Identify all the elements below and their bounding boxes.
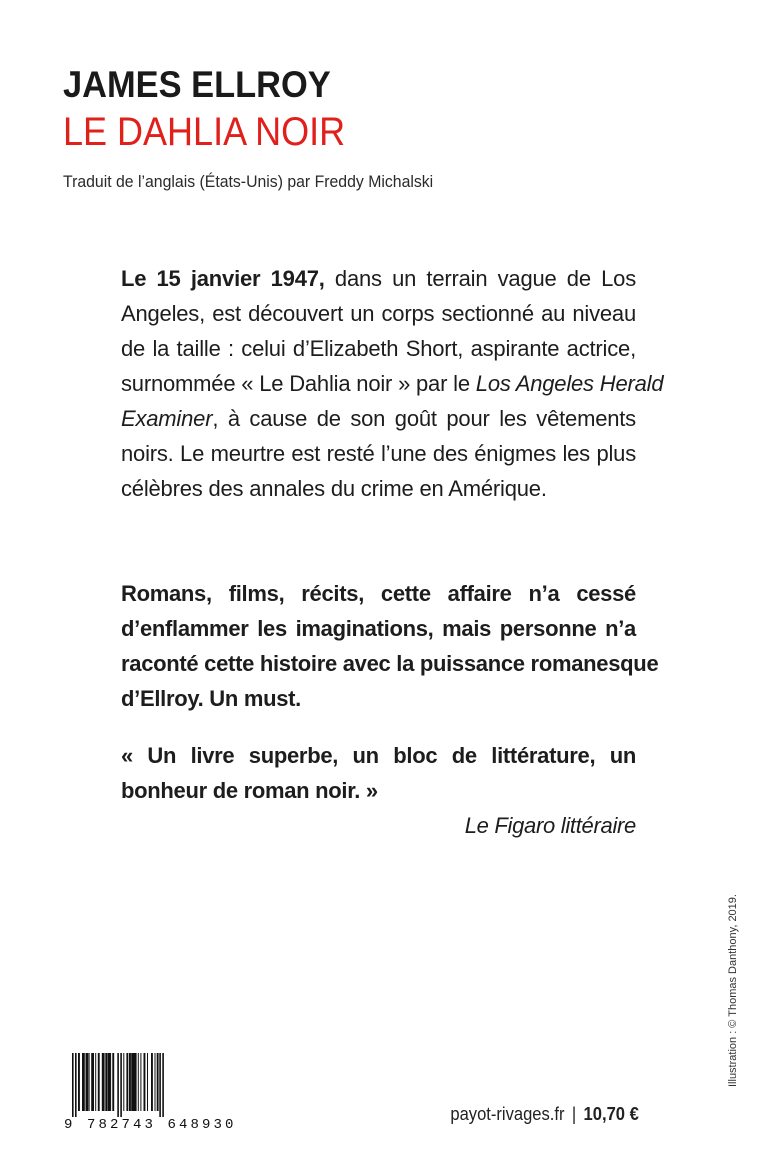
barcode-bar [91,1053,94,1111]
barcode-bar [155,1053,156,1111]
newspaper-name-cont: Examiner [121,406,213,431]
barcode-bar [117,1053,119,1117]
barcode-bar [108,1053,111,1111]
synopsis-line: de la taille : celui d’Elizabeth Short, aspirante actrice, [121,336,636,361]
pitch-line: Romans, films, récits, cette affaire n’a cessé [121,581,636,606]
synopsis-line: Le 15 janvier 1947, dans un terrain vague de Los [121,266,637,291]
publisher-website[interactable]: payot-rivages.fr [450,1104,565,1124]
barcode-bar [78,1053,80,1111]
pitch-line: d’Ellroy. Un must. [121,686,301,711]
barcode-bar [98,1053,100,1111]
barcode-bar [151,1053,153,1111]
footer-info [451,1104,639,1125]
barcode-bar [134,1053,137,1111]
pitch-line: d’enflammer les imaginations, mais personne n’a [121,616,636,641]
barcode-bar [82,1053,85,1111]
barcode-bar [110,1053,111,1111]
quote-line: « Un livre superbe, un bloc de littérature, un [121,743,636,768]
synopsis-date: Le 15 janvier 1947, [121,266,325,291]
barcode-bar [105,1053,107,1111]
synopsis-line: Angeles, est découvert un corps sectionné au niveau [121,301,636,326]
barcode-bar [157,1053,159,1111]
barcode-bar [112,1053,114,1111]
pitch-paragraph [121,576,659,716]
barcode-bar [75,1053,77,1117]
barcode-bar [86,1053,89,1111]
barcode-bars [72,1053,244,1117]
book-title: LE DAHLIA NOIR [63,110,346,154]
newspaper-name: Los Angeles Herald [475,371,664,396]
press-quote [121,738,636,843]
barcode-bar [123,1053,124,1111]
barcode-bar [102,1053,105,1111]
quote-line: bonheur de roman noir. » [121,778,378,803]
synopsis-line: Examiner, à cause de son goût pour les vêtements [121,406,636,431]
quote-source: Le Figaro littéraire [464,813,636,838]
synopsis-line: surnommée « Le Dahlia noir » par le Los Angeles Herald [121,371,664,396]
barcode-bar [89,1053,90,1111]
barcode-bar [162,1053,164,1117]
barcode-bar [95,1053,96,1111]
barcode-bar [131,1053,134,1111]
illustration-credit: Illustration : © Thomas Danthony, 2019. [727,894,739,1087]
barcode-bar [72,1053,74,1117]
barcode [64,1053,244,1131]
price: 10,70 € [583,1104,639,1124]
barcode-bar [138,1053,139,1111]
barcode-bar [147,1053,148,1111]
author-name: JAMES ELLROY [63,64,331,105]
barcode-bar [159,1053,161,1117]
barcode-bar [129,1053,131,1111]
barcode-bar [120,1053,122,1117]
barcode-bar [144,1053,146,1111]
isbn-number: 9 782743 648930 [64,1117,237,1133]
barcode-bar [140,1053,141,1111]
synopsis-line: noirs. Le meurtre est resté l’une des énigmes les plus [121,441,636,466]
synopsis-line: célèbres des annales du crime en Amérique. [121,476,547,501]
pitch-line: raconté cette histoire avec la puissance romanesque [121,651,659,676]
footer-separator: | [572,1104,577,1124]
synopsis-paragraph [121,261,664,506]
barcode-bar [126,1053,128,1111]
translator-credit: Traduit de l’anglais (États-Unis) par Freddy Michalski [63,172,434,191]
